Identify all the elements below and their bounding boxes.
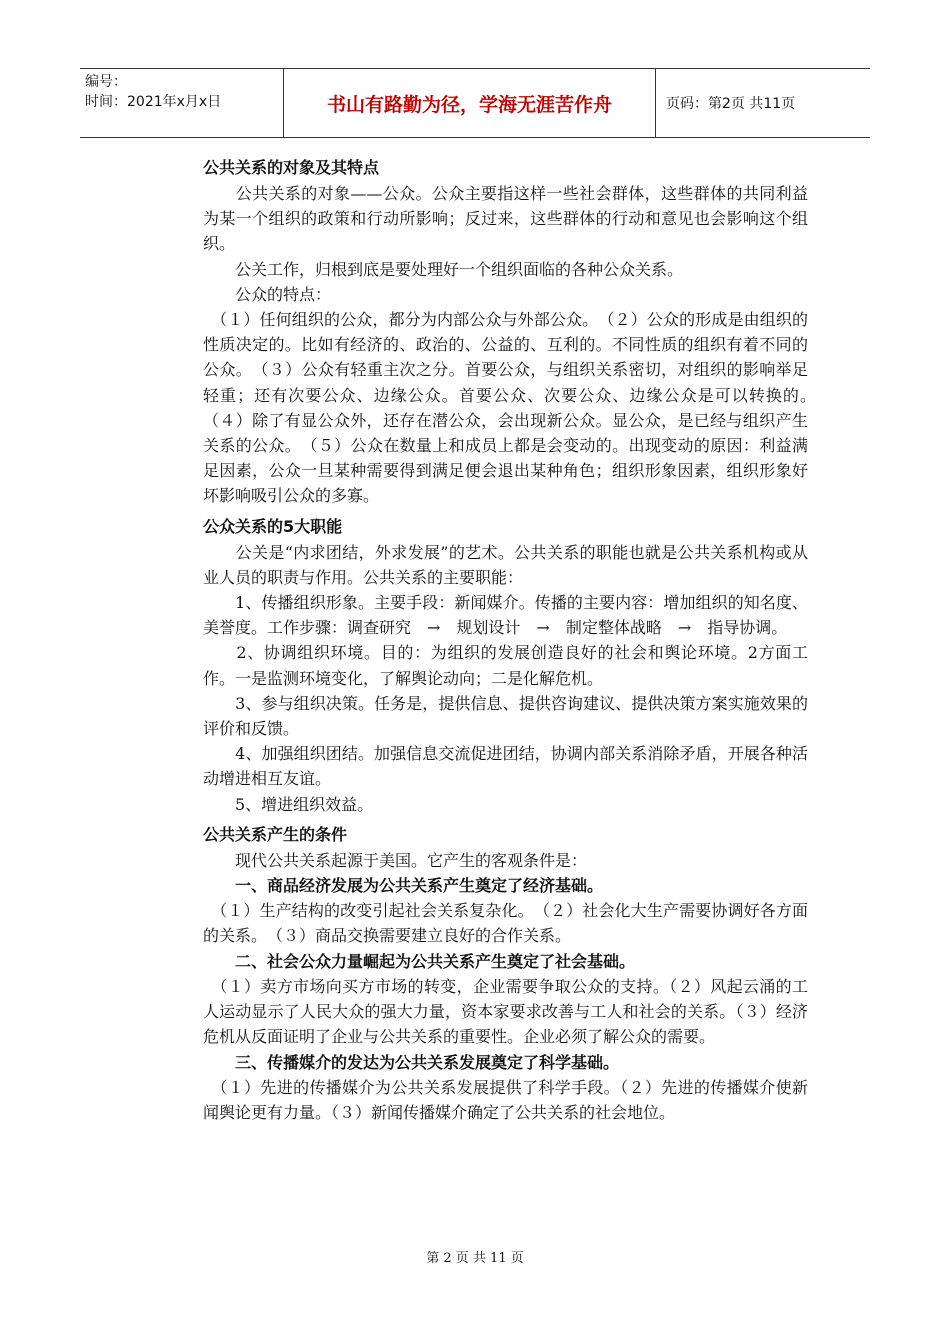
paragraph: 公共关系的对象——公众。公众主要指这样一些社会群体，这些群体的共同利益为某一个组织的政策和行动所影响；反过来，这些群体的行动和意见也会影响这个组织。: [203, 184, 808, 254]
paragraph: 公关是“内求团结，外求发展”的艺术。公共关系的职能也就是公共关系机构或从业人员的职责与作用。公共关系的主要职能：: [203, 542, 808, 587]
paragraph: 2、协调组织环境。目的：为组织的发展创造良好的社会和舆论环境。2方面工作。一是监测环境变化，了解舆论动向；二是化解危机。: [203, 643, 808, 688]
page-footer: 第 2 页 共 11 页: [426, 1251, 524, 1266]
paragraph: 3、参与组织决策。任务是，提供信息、提供咨询建议、提供决策方案实施效果的评价和反馈。: [203, 693, 808, 739]
paragraph: 1、传播组织形象。主要手段：新闻媒介。传播的主要内容：增加组织的知名度、美誉度。工作步骤：调查研究 → 规划设计 → 制定整体战略 → 指导协调。: [203, 593, 808, 638]
subheading: 三、传播媒介的发达为公共关系发展奠定了科学基础。: [203, 1052, 620, 1072]
paragraph: （１）任何组织的公众，都分为内部公众与外部公众。 （２）公众的形成是由组织的性质决定的。比如有经济的、政治的、公益的、互利的。不同性质的组织有着不同的公众。 （３）公众有轻重主次之分。首要公众，与组织关系密切，对组织的影响举足轻重；还有次要公众、边缘公众。首要公众、次要公众、边缘公众是可以转换的。 （４）除了有显公众外，还存在潜公众，会出现新公众。显公众，是已经与组织产生关系的公众。 （５）公众在数量上和成员上都是会变动的。出现变动的原因：利益满足因素，公众一旦某种需要得到满足便会退出某种角色；组织形象因素，组织形象好坏影响吸引公众的多寡。: [203, 310, 825, 506]
paragraph: 4、加强组织团结。加强信息交流促进团结，协调内部关系消除矛盾，开展各种活动增进相互友谊。: [203, 744, 808, 789]
paragraph: 公关工作，归根到底是要处理好一个组织面临的各种公众关系。: [203, 259, 684, 279]
paragraph: 5、增进组织效益。: [203, 794, 374, 814]
number-label: 编号：: [85, 74, 127, 90]
section-title-audience: 公共关系的对象及其特点: [203, 158, 380, 177]
header-meta: [80, 69, 283, 137]
document-header: [80, 68, 870, 138]
document-body: [203, 155, 825, 1125]
paragraph: 现代公共关系起源于美国。它产生的客观条件是：: [203, 850, 588, 870]
subheading: 二、社会公众力量崛起为公共关系产生奠定了社会基础。: [203, 951, 636, 971]
date-label: 时间：2021年x月x日: [85, 94, 222, 110]
header-page-label: 页码：第2页 共11页: [666, 96, 796, 112]
paragraph: （１）生产结构的改变引起社会关系复杂化。 （２）社会化大生产需要协调好各方面的关系。 （３）商品交换需要建立良好的合作关系。: [203, 901, 808, 946]
subheading: 一、商品经济发展为公共关系产生奠定了经济基础。: [203, 876, 604, 896]
paragraph: （１）先进的传播媒介为公共关系发展提供了科学手段。（２）先进的传播媒介使新闻舆论更有力量。（３）新闻传播媒介确定了公共关系的社会地位。: [203, 1077, 808, 1122]
header-motto: 书山有路勤为径，学海无涯苦作舟: [283, 69, 656, 137]
section-title-functions: 公众关系的5大职能: [203, 516, 343, 536]
paragraph: （１）卖方市场向买方市场的转变，企业需要争取公众的支持。（２）风起云涌的工人运动显示了人民大众的强大力量，资本家要求改善与工人和社会的关系。（３）经济危机从反面证明了企业与公共关系的重要性。企业必须了解公众的需要。: [203, 976, 808, 1047]
section-title-conditions: 公共关系产生的条件: [203, 824, 348, 844]
paragraph: 公众的特点：: [203, 284, 332, 304]
